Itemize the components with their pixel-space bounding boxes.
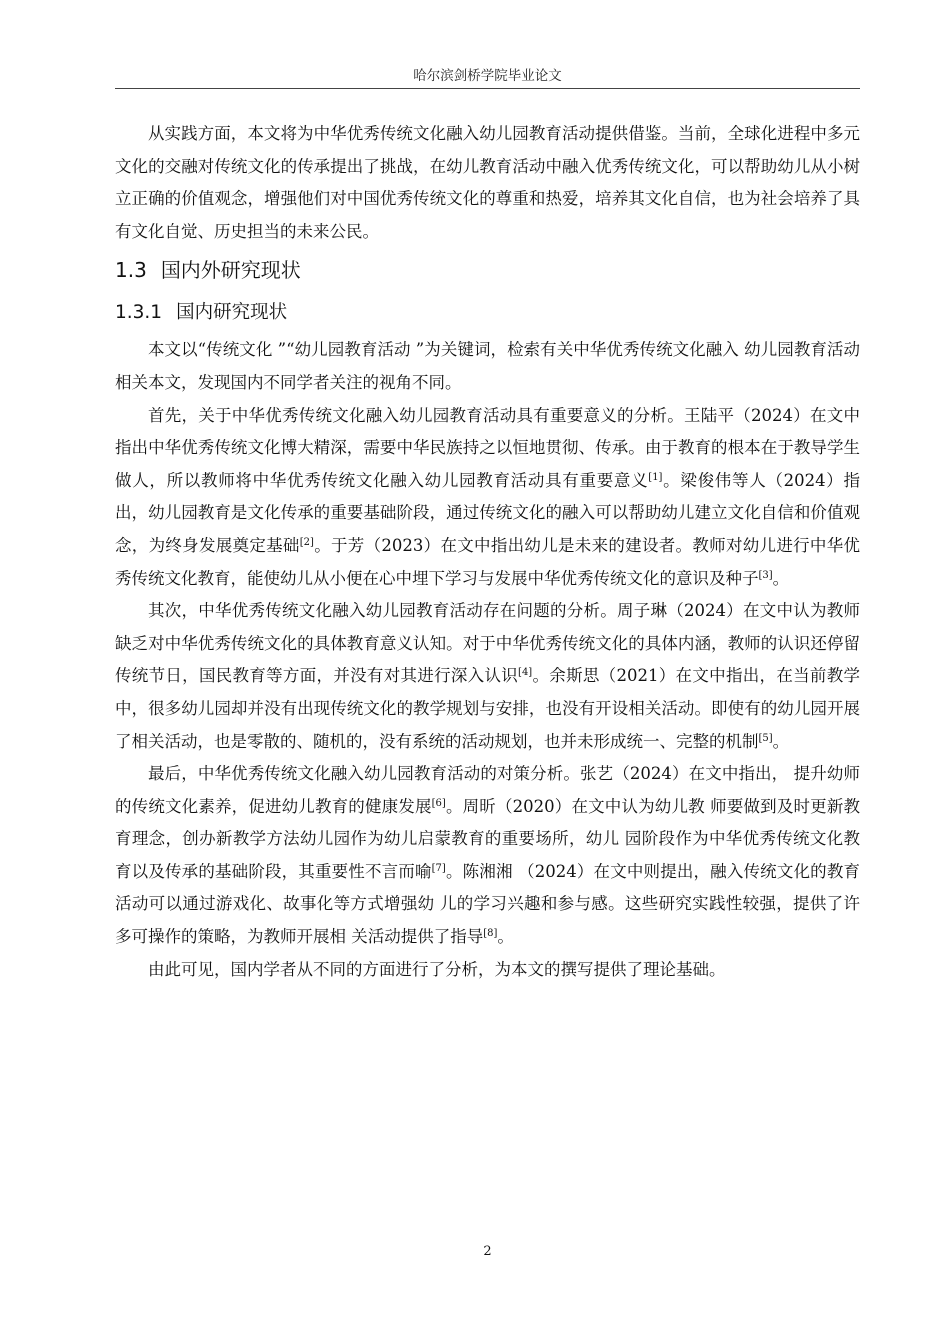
citation-2: [2]	[299, 536, 314, 548]
page-body	[115, 118, 860, 986]
text-span: 。余斯思（2021）在文中指出，在当前教学中，很多幼儿园却并没有出现传统文化的教学规划与安排，也没有开设相关活动。即使有的幼儿园开展了相关活动，也是零散的、随机的，没有系统的活动规划，也并未形成统一、完整的机制	[115, 666, 860, 751]
text-span: 最后，中华优秀传统文化融入幼儿园教育活动的对策分析。张艺（2024）在文中指出， 提升幼师的传统文化素养，促进幼儿教育的健康发展	[115, 764, 860, 816]
subsection-title: 国内研究现状	[176, 302, 288, 324]
citation-5: [5]	[758, 732, 773, 744]
citation-7: [7]	[431, 862, 446, 874]
paragraph-conclusion: 由此可见，国内学者从不同的方面进行了分析，为本文的撰写提供了理论基础。	[148, 959, 726, 979]
text-span: 其次，中华优秀传统文化融入幼儿园教育活动存在问题的分析。周子琳（2024）在文中认为教师缺乏对中华优秀传统文化的具体教育意义认知。对于中华优秀传统文化的具体内涵，教师的认识还停留传统节日，国民教育等方面，并没有对其进行深入认识	[115, 601, 860, 686]
page-header: 哈尔滨剑桥学院毕业论文	[413, 68, 562, 84]
text-span: 。梁俊伟等人（2024）指出，幼儿园教育是文化传承的重要基础阶段，通过传统文化的融入可以帮助幼儿建立文化自信和价值观念，为终身发展奠定基础	[115, 470, 860, 555]
text-span: 。周昕（2020）在文中认为幼儿教 师要做到及时更新教育理念，创办新教学方法幼儿园作为幼儿启蒙教育的重要场所，幼儿 园阶段作为中华优秀传统文化教育以及传承的基础阶段，其重要性不言而喻	[115, 796, 860, 881]
citation-1: [1]	[648, 471, 663, 483]
citation-6: [6]	[431, 797, 446, 809]
paragraph-third	[115, 758, 860, 954]
subsection-number: 1.3.1	[115, 302, 163, 324]
section-heading	[115, 248, 860, 292]
text-span: 首先，关于中华优秀传统文化融入幼儿园教育活动具有重要意义的分析。王陆平（2024）在文中指出中华优秀传统文化博大精深，需要中华民族持之以恒地贯彻、传承。由于教育的根本在于教导学生做人，所以教师将中华优秀传统文化融入幼儿园教育活动具有重要意义	[115, 405, 860, 490]
text-span: 。陈湘湘 （2024）在文中则提出，融入传统文化的教育活动可以通过游戏化、故事化等方式增强幼 儿的学习兴趣和参与感。这些研究实践性较强，提供了许多可操作的策略，为教师开展相 关活动提供了指导	[115, 861, 860, 947]
paragraph-intro: 从实践方面，本文将为中华优秀传统文化融入幼儿园教育活动提供借鉴。当前，全球化进程中多元文化的交融对传统文化的传承提出了挑战，在幼儿教育活动中融入优秀传统文化，可以帮助幼儿从小树立正确的价值观念，增强他们对中国优秀传统文化的尊重和热爱，培养其文化自信，也为社会培养了具有文化自觉、历史担当的未来公民。	[115, 124, 860, 241]
page-number: 2	[483, 1244, 492, 1259]
citation-3: [3]	[758, 569, 773, 581]
text-span: 。	[772, 568, 790, 588]
header-divider	[115, 88, 860, 89]
section-title: 国内外研究现状	[160, 258, 301, 283]
text-span: 。	[497, 927, 514, 947]
text-span: 。	[772, 731, 790, 751]
paragraph-second	[115, 595, 860, 758]
paragraph-first	[115, 400, 860, 596]
citation-4: [4]	[518, 667, 533, 679]
citation-8: [8]	[483, 928, 498, 940]
subsection-heading	[115, 292, 860, 334]
text-span: 。于芳（2023）在文中指出幼儿是未来的建设者。教师对幼儿进行中华优秀传统文化教育，能使幼儿从小便在心中埋下学习与发展中华优秀传统文化的意识及种子	[115, 535, 860, 588]
paragraph-keywords: 本文以“传统文化 ”“幼儿园教育活动 ”为关键词，检索有关中华优秀传统文化融入 幼儿园教育活动相关本文，发现国内不同学者关注的视角不同。	[115, 340, 860, 392]
section-number: 1.3	[115, 258, 147, 283]
